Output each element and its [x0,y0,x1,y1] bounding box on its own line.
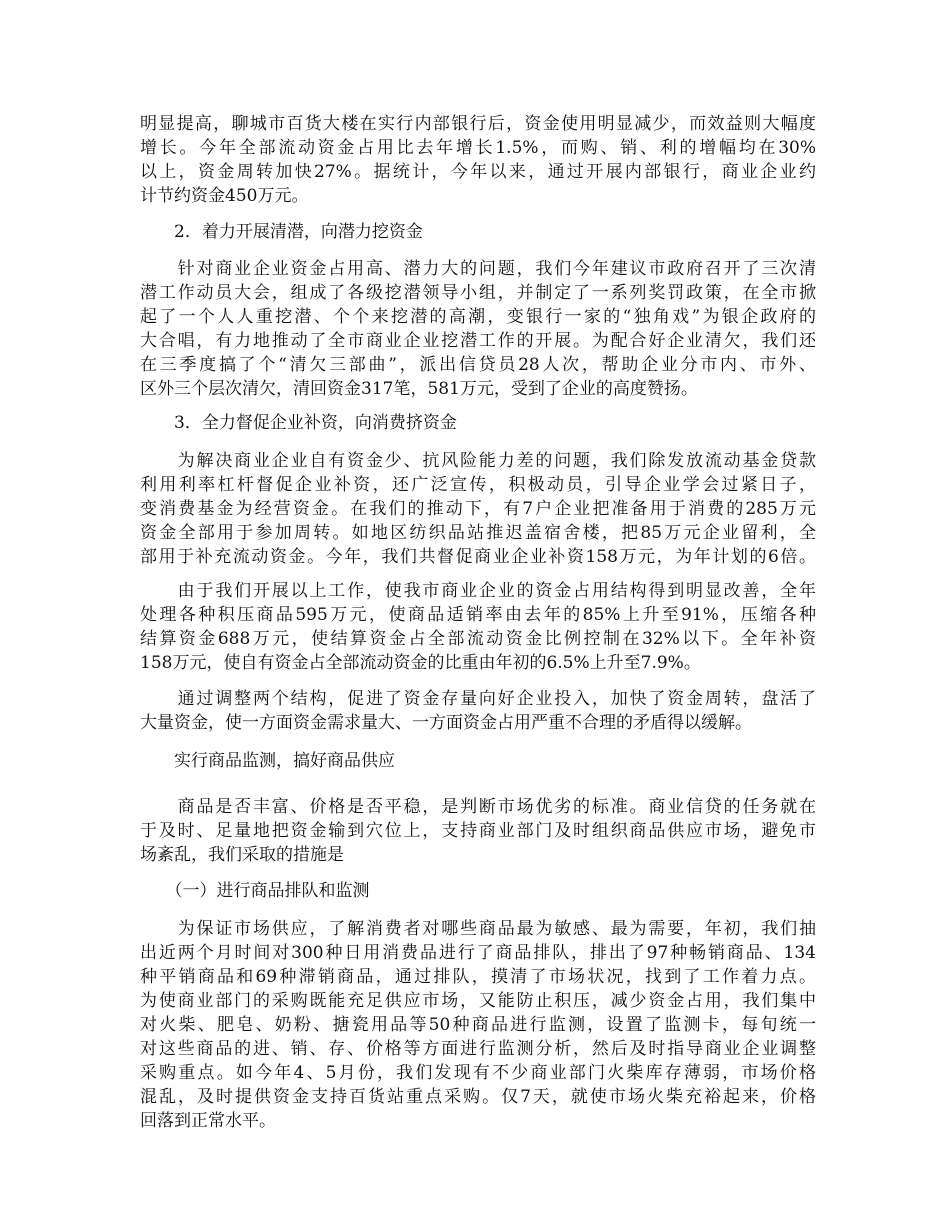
text-line: 大量资金，使一方面资金需求量大、一方面资金占用严重不合理的矛盾得以缓解。 [140,713,752,733]
section-heading-3 [140,411,816,435]
text-line: 158万元，使自有资金占全部流动资金的比重由年初的6.5%上升至7.9%。 [140,653,701,673]
text-line: 增长。今年全部流动资金占用比去年增长1.5%，而购、销、利的增幅均在30% [140,138,816,158]
subsection-heading-1 [140,879,816,903]
text-line: 结算资金688万元，使结算资金占全部流动资金比例控制在32%以下。全年补资 [140,629,816,649]
text-line: 对这些商品的进、销、存、价格等方面进行监测分析，然后及时指导商业企业调整 [140,1039,816,1059]
text-line: 变消费基金为经营资金。在我们的推动下，有7户企业把准备用于消费的285万元 [140,499,816,519]
paragraph-ranking-monitoring [140,917,816,1133]
paragraph-capital-supplement [140,449,816,569]
text-line: 处理各种积压商品595万元，使商品适销率由去年的85%上升至91%，压缩各种 [140,605,816,625]
text-line: 由于我们开展以上工作，使我市商业企业的资金占用结构得到明显改善，全年 [140,581,816,601]
section-heading-monitoring [140,749,816,773]
text-line: 场紊乱，我们采取的措施是 [140,845,344,865]
text-line: 大合唱，有力地推动了全市商业企业挖潜工作的开展。为配合好企业清欠，我们还 [140,331,816,351]
text-line: 混乱，及时提供资金支持百货站重点采购。仅7天，就使市场火柴充裕起来，价格 [140,1087,816,1107]
heading-text: 实行商品监测，搞好商品供应 [140,751,395,771]
text-line: 资金全部用于参加周转。如地区纺织品站推迟盖宿舍楼，把85万元企业留利，全 [140,523,816,543]
text-line: 潜工作动员大会，组成了各级挖潜领导小组，并制定了一系列奖罚政策，在全市掀 [140,283,816,303]
paragraph-clearing [140,257,816,401]
text-line: 为解决商业企业自有资金少、抗风险能力差的问题，我们除发放流动基金贷款 [140,451,816,471]
text-line: 商品是否丰富、价格是否平稳，是判断市场优劣的标准。商业信贷的任务就在 [140,797,816,817]
paragraph-structure-adjustment [140,687,816,735]
heading-text: 3．全力督促企业补资，向消费挤资金 [140,413,457,433]
text-line: 在三季度搞了个“清欠三部曲”，派出信贷员28人次，帮助企业分市内、市外、 [140,355,816,375]
text-line: 于及时、足量地把资金输到穴位上，支持商业部门及时组织商品供应市场，避免市 [140,821,816,841]
text-line: 为使商业部门的采购既能充足供应市场，又能防止积压，减少资金占用，我们集中 [140,991,816,1011]
text-line: 部用于补充流动资金。今年，我们共督促商业企业补资158万元，为年计划的6倍。 [140,547,816,567]
heading-text: 2．着力开展清潜，向潜力挖资金 [140,222,423,242]
text-line: 以上，资金周转加快27%。据统计，今年以来，通过开展内部银行，商业企业约 [140,162,816,182]
text-line: 明显提高，聊城市百货大楼在实行内部银行后，资金使用明显减少，而效益则大幅度 [140,114,816,134]
text-line: 出近两个月时间对300种日用消费品进行了商品排队，排出了97种畅销商品、134 [140,943,816,963]
paragraph-results [140,579,816,675]
text-line: 利用利率杠杆督促企业补资，还广泛宣传，积极动员，引导企业学会过紧日子， [140,475,816,495]
text-line: 计节约资金450万元。 [140,186,309,206]
text-line: 区外三个层次清欠，清回资金317笔，581万元，受到了企业的高度赞扬。 [140,379,698,399]
text-line: 通过调整两个结构，促进了资金存量向好企业投入，加快了资金周转，盘活了 [140,689,816,709]
text-line: 为保证市场供应，了解消费者对哪些商品最为敏感、最为需要，年初，我们抽 [140,919,816,939]
paragraph-commodity-supply [140,795,816,867]
text-line: 针对商业企业资金占用高、潜力大的问题，我们今年建议市政府召开了三次清 [140,259,816,279]
text-line: 采购重点。如今年4、5月份，我们发现有不少商业部门火柴库存薄弱，市场价格 [140,1063,816,1083]
text-line: 对火柴、肥皂、奶粉、搪瓷用品等50种商品进行监测，设置了监测卡，每旬统一 [140,1015,816,1035]
text-line: 种平销商品和69种滞销商品，通过排队，摸清了市场状况，找到了工作着力点。 [140,967,816,987]
section-heading-2 [140,220,816,244]
text-line: 回落到正常水平。 [140,1111,276,1131]
text-line: 起了一个人人重挖潜、个个来挖潜的高潮，变银行一家的“独角戏”为银企政府的 [140,307,816,327]
heading-text: （一）进行商品排队和监测 [140,881,370,901]
paragraph-continuation [140,112,816,208]
